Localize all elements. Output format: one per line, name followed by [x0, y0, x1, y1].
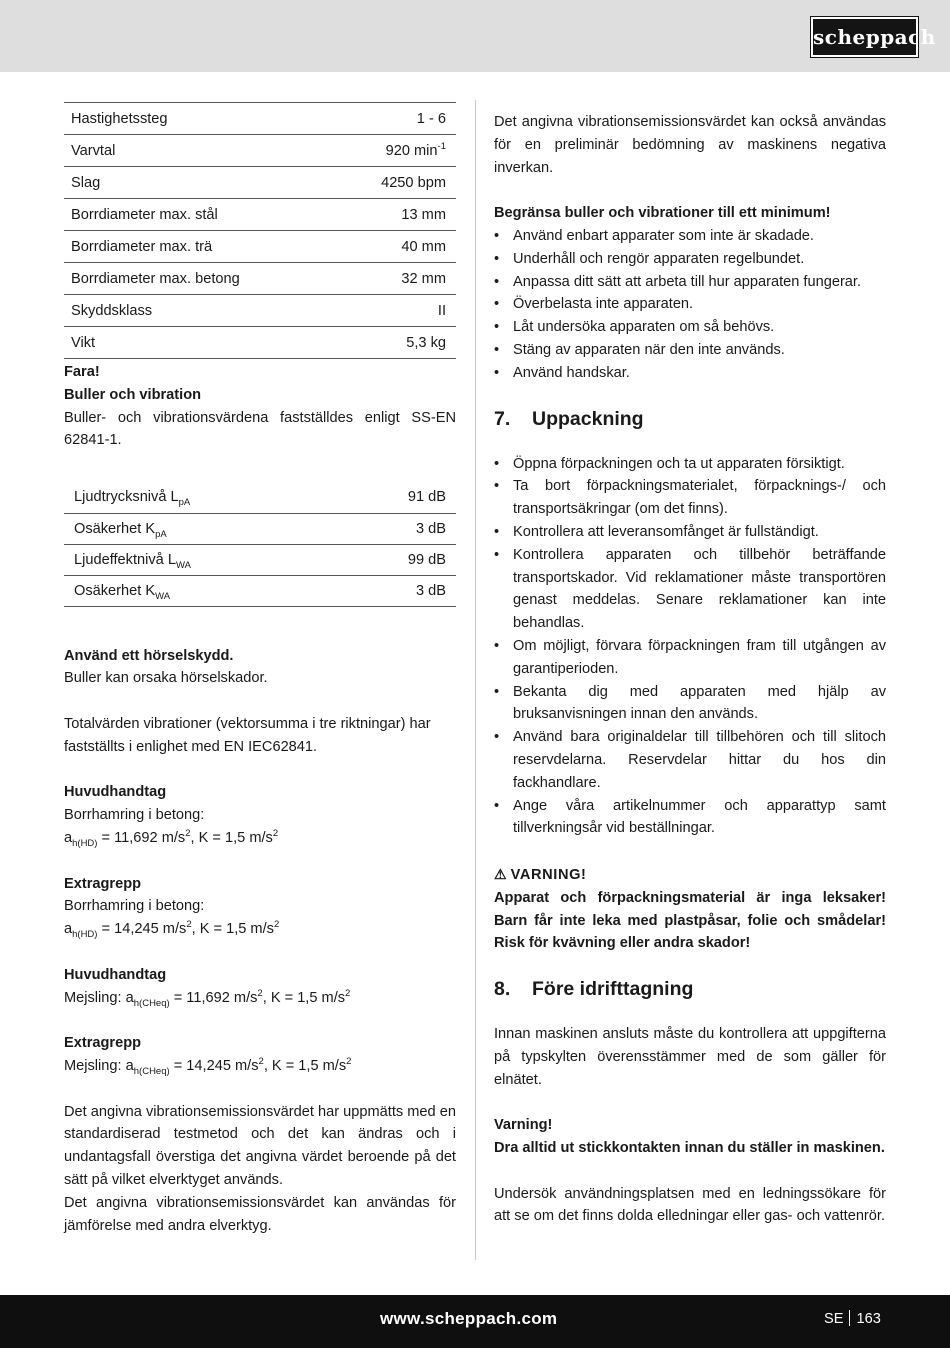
- limit-list-item: • Låt undersöka apparaten om så behövs.: [494, 316, 886, 339]
- limit-list-item: • Stäng av apparaten när den inte används.: [494, 339, 886, 362]
- unit-sup: 2: [273, 919, 280, 931]
- varning-text: Dra alltid ut stickkontakten innan du ställer in maskinen.: [494, 1140, 885, 1157]
- page-separator: [849, 1310, 850, 1326]
- vibration-heading: Extragrepp: [64, 875, 142, 892]
- limit-list-item: • Använd handskar.: [494, 362, 886, 385]
- warning-text: Apparat och förpackningsmaterial är inga leksaker! Barn får inte leka med plastpåsar, folie och smådelar! Risk för kvävning eller andra skador!: [494, 889, 886, 952]
- limit-list: [494, 225, 886, 385]
- limit-list-item: • Anpassa ditt sätt att arbeta till hur apparaten fungerar.: [494, 271, 886, 294]
- warning-label-line: [494, 863, 886, 887]
- spec-row: [64, 231, 456, 263]
- spec-row: [64, 327, 456, 359]
- vibration-mode: Borrhamring i betong:: [64, 898, 205, 915]
- noise-value: 3 dB: [339, 575, 456, 606]
- vibration-value-line: [64, 918, 456, 941]
- spacer: [64, 759, 456, 782]
- spec-row: [64, 135, 456, 167]
- spacer: [64, 850, 456, 873]
- unit-sup: 2: [346, 1056, 352, 1068]
- noise-row: [64, 544, 456, 575]
- left-column: [64, 102, 456, 1237]
- spec-row: [64, 295, 456, 327]
- page-number: 163: [856, 1311, 881, 1327]
- spacer: [64, 1009, 456, 1032]
- vibration-heading: Extragrepp: [64, 1035, 142, 1052]
- spec-value-text: 1 - 6: [416, 110, 446, 127]
- spec-table: [64, 102, 456, 359]
- spec-value-text: 4250 bpm: [381, 174, 446, 191]
- noise-value: 91 dB: [339, 482, 456, 513]
- column-divider: [475, 100, 476, 1260]
- spec-value-sup: -1: [437, 140, 446, 152]
- spec-label: Borrdiameter max. betong: [64, 263, 335, 295]
- spacer: [64, 941, 456, 964]
- unit-sup: 2: [257, 987, 263, 999]
- vibration-value: = 14,245 m/s: [97, 921, 187, 938]
- noise-label: [64, 513, 339, 544]
- unpacking-list-item: • Öppna förpackningen och ta ut apparaten försiktigt.: [494, 453, 886, 476]
- noise-value: 99 dB: [339, 544, 456, 575]
- unpacking-list-item: • Om möjligt, förvara förpackningen fram till utgången av garantiperioden.: [494, 635, 886, 681]
- limit-heading: Begränsa buller och vibrationer till ett minimum!: [494, 205, 831, 222]
- noise-value: 3 dB: [339, 513, 456, 544]
- language-code: SE: [824, 1311, 844, 1327]
- unit-sup: 2: [185, 828, 191, 840]
- total-values-text: Totalvärden vibrationer (vektorsumma i tre riktningar) har fastställts i enlighet med EN IEC62841.: [64, 716, 431, 755]
- spec-value-text: 5,3 kg: [406, 334, 446, 351]
- warning-triangle-icon: ⚠: [494, 865, 507, 882]
- vibration-blocks: [64, 759, 456, 1078]
- vibration-value: = 14,245 m/s: [169, 1058, 259, 1075]
- spec-row: [64, 199, 456, 231]
- section-7-heading: [494, 407, 886, 431]
- spec-value: [335, 103, 456, 135]
- noise-row: [64, 513, 456, 544]
- spec-value-text: 920 min: [385, 142, 438, 159]
- spec-label: Vikt: [64, 327, 335, 359]
- spec-row: [64, 263, 456, 295]
- vibration-value: = 11,692 m/s: [97, 830, 186, 847]
- vibration-heading: Huvudhandtag: [64, 966, 167, 983]
- unpacking-list-item: • Kontrollera att leveransomfånget är fullständigt.: [494, 521, 886, 544]
- danger-label: Fara!: [64, 364, 100, 380]
- unpacking-list-item: • Ange våra artikelnummer och apparattyp samt tillverkningsår vid beställningar.: [494, 795, 886, 841]
- spec-value: [335, 231, 456, 263]
- unit-sup: 2: [272, 828, 279, 840]
- unit-sup: 2: [186, 919, 192, 931]
- final-text: Undersök användningsplatsen med en ledningssökare för att se om det finns dolda elledningar eller gas- och vattenrör.: [494, 1185, 886, 1225]
- spec-label: Varvtal: [64, 135, 335, 167]
- spec-value: [335, 263, 456, 295]
- varning-label: Varning!: [494, 1117, 553, 1134]
- spec-label: Borrdiameter max. stål: [64, 199, 335, 231]
- vibration-k: , K = 1,5 m/s: [262, 989, 346, 1006]
- spec-value-text: II: [437, 302, 446, 319]
- section-8-number: 8.: [494, 978, 511, 1001]
- noise-label: [64, 544, 339, 575]
- noise-row: [64, 482, 456, 513]
- noise-label: [64, 575, 339, 606]
- noise-label-text: Osäkerhet K: [74, 582, 156, 599]
- section-7-title: Uppackning: [532, 407, 644, 430]
- spec-value: [335, 199, 456, 231]
- closing-text-1: Det angivna vibrationsemissionsvärdet har uppmätts med en standardiserad testmetod och det kan ändras och i undantagsfall överstiga det angivna värdet beroende på det sätt på vilket elverktyget används.: [64, 1103, 456, 1189]
- closing-text-2: Det angivna vibrationsemissionsvärdet kan användas för jämförelse med andra elverktyg.: [64, 1194, 456, 1234]
- spec-value-text: 32 mm: [401, 270, 446, 287]
- limit-list-item: • Överbelasta inte apparaten.: [494, 293, 886, 316]
- vibration-value-line: [64, 827, 456, 850]
- section-8-text: Innan maskinen ansluts måste du kontrollera att uppgifterna på typskylten överensstämmer med de som gäller för elnätet.: [494, 1026, 886, 1088]
- vibration-heading: Huvudhandtag: [64, 784, 167, 801]
- vibration-sub: h(CHeq): [133, 997, 170, 1009]
- vibration-mode: Borrhamring i betong:: [64, 807, 205, 824]
- noise-label-sub: WA: [155, 590, 171, 602]
- scheppach-logo: [811, 17, 936, 57]
- spec-row: [64, 103, 456, 135]
- vibration-value-line: [64, 987, 456, 1010]
- vibration-sub: h(CHeq): [133, 1065, 170, 1077]
- spec-value: [335, 167, 456, 199]
- footer-bar: [0, 1295, 950, 1348]
- unpacking-list-item: • Ta bort förpackningsmaterialet, förpacknings-/ och transportsäkringar (om det finns).: [494, 475, 886, 521]
- spec-value-text: 13 mm: [401, 206, 446, 223]
- spec-label: Borrdiameter max. trä: [64, 231, 335, 263]
- spec-value: [335, 327, 456, 359]
- noise-heading: Buller och vibration: [64, 386, 202, 403]
- unpacking-list-item: • Bekanta dig med apparaten med hjälp av bruksanvisningen innan den används.: [494, 681, 886, 727]
- vibration-k: , K = 1,5 m/s: [190, 830, 273, 847]
- unpacking-list: [494, 453, 886, 841]
- section-7-number: 7.: [494, 407, 511, 430]
- unpacking-list-item: • Kontrollera apparaten och tillbehör beträffande transportskador. Vid reklamationer måste transportören genast meddelas. Senare reklamationer kan inte behandlas.: [494, 544, 886, 635]
- noise-row: [64, 575, 456, 606]
- noise-table: [64, 482, 456, 607]
- vibration-sub: h(HD): [72, 837, 98, 849]
- spec-value: [335, 295, 456, 327]
- spec-row: [64, 167, 456, 199]
- noise-intro: Buller- och vibrationsvärdena fastställdes enligt SS-EN 62841-1.: [64, 409, 456, 449]
- noise-label-sub: pA: [155, 528, 167, 540]
- unit-sup: 2: [258, 1056, 264, 1068]
- header-bar: [0, 0, 950, 72]
- noise-label-sub: WA: [175, 559, 191, 571]
- vibration-symbol: Mejsling: a: [64, 1058, 134, 1075]
- noise-label: [64, 482, 339, 513]
- noise-label-text: Ljudtrycksnivå L: [74, 489, 179, 506]
- noise-label-sub: pA: [178, 497, 191, 509]
- vibration-value: = 11,692 m/s: [169, 989, 258, 1006]
- page-indicator: [824, 1310, 881, 1327]
- noise-label-text: Ljudeffektnivå L: [74, 551, 176, 568]
- warning-label: VARNING!: [510, 866, 587, 883]
- logo-text: scheppach: [813, 25, 936, 49]
- noise-label-text: Osäkerhet K: [74, 520, 156, 537]
- vibration-symbol: Mejsling: a: [64, 989, 134, 1006]
- unpacking-list-item: • Använd bara originaldelar till tillbehören och till slitoch reservdelarna. Reservdelar hittar du hos din fackhandlare.: [494, 726, 886, 794]
- unit-sup: 2: [345, 987, 351, 999]
- section-8-heading: [494, 977, 886, 1001]
- right-column: [494, 111, 886, 1228]
- limit-list-item: • Underhåll och rengör apparaten regelbundet.: [494, 248, 886, 271]
- spec-value-text: 40 mm: [401, 238, 446, 255]
- spec-label: Skyddsklass: [64, 295, 335, 327]
- intro-text: Det angivna vibrationsemissionsvärdet kan också användas för en preliminär bedömning av maskinens negativa inverkan.: [494, 114, 886, 176]
- section-8-title: Före idrifttagning: [532, 978, 694, 1001]
- vibration-value-line: [64, 1055, 456, 1078]
- vibration-sub: h(HD): [72, 929, 98, 941]
- vibration-symbol: a: [64, 921, 73, 938]
- spec-value: [335, 135, 456, 167]
- website-link[interactable]: www.scheppach.com: [380, 1309, 558, 1328]
- limit-list-item: • Använd enbart apparater som inte är skadade.: [494, 225, 886, 248]
- hearing-text: Buller kan orsaka hörselskador.: [64, 670, 268, 687]
- spec-label: Hastighetssteg: [64, 103, 335, 135]
- spec-label: Slag: [64, 167, 335, 199]
- hearing-heading: Använd ett hörselskydd.: [64, 647, 234, 664]
- vibration-symbol: a: [64, 830, 73, 847]
- vibration-k: , K = 1,5 m/s: [191, 921, 274, 938]
- vibration-k: , K = 1,5 m/s: [263, 1058, 347, 1075]
